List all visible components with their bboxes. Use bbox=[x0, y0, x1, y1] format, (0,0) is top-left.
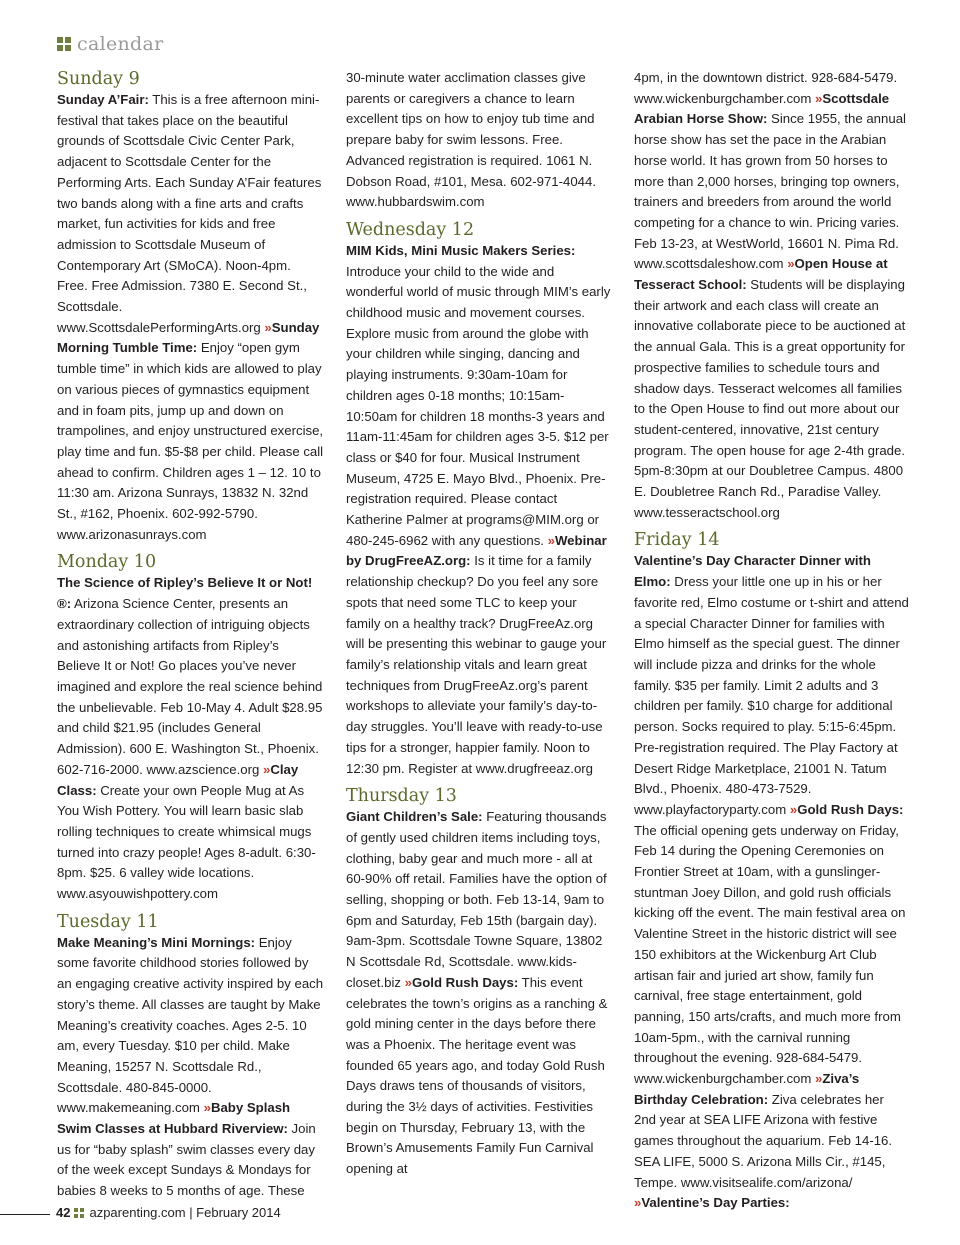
chevron-marker: » bbox=[263, 761, 271, 777]
event-paragraph bbox=[346, 68, 614, 213]
page-footer bbox=[0, 1204, 960, 1224]
event-description: Join us for “baby splash” swim classes every day of the week except Sundays & Mondays for babies 8 weeks to 5 months of age. These bbox=[57, 1121, 316, 1199]
event-title: Gold Rush Days: bbox=[411, 974, 519, 990]
event-title: Gold Rush Days: bbox=[797, 801, 904, 817]
event-description: Enjoy some favorite childhood stories followed by an engaging creative activity inspired by each story’s theme. All classes are taught by Make Meaning’s creativity coaches. Ages 2-5. 10 am, every Tuesday. $10 per child. Make Meaning, 15257 N. Scottsdale Rd., Scottsdale. 480-845-0000. www.makemeaning.com bbox=[57, 934, 324, 1116]
calendar-column-1 bbox=[57, 68, 325, 1202]
grid-squares-icon bbox=[57, 37, 71, 51]
event-description: Enjoy “open gym tumble time” in which kids are allowed to play on various pieces of gymnastics equipment and in foam pits, jump up and down on trampolines, and enjoy unstructured exercise, play time and fun. $5-$8 per child. Please call ahead to confirm. Children ages 1 – 12. 10 to 11:30 am. Arizona Sunrays, 13832 N. 32nd St., #162, Phoenix. 602-992-5790. www.arizonasunrays.com bbox=[57, 340, 324, 542]
event-paragraph bbox=[346, 807, 614, 1180]
event-description: Ziva celebrates her 2nd year at SEA LIFE Arizona with festive games throughout the aquarium. Feb 14-16. SEA LIFE, 5000 S. Arizona Mills Cir., #145, Tempe. www.visitsealife.com/arizona/ bbox=[634, 1091, 893, 1190]
event-description: Since 1955, the annual horse show has set the pace in the Arabian horse world. It has grown from 50 horses to more than 2,000 horses, bringing top owners, trainers and breeders from around the world competing for a chance to win. Pricing varies. Feb 13-23, at WestWorld, 16601 N. Pima Rd. www.scottsdaleshow.com bbox=[634, 111, 906, 272]
chevron-marker: » bbox=[815, 1071, 823, 1087]
day-heading: Wednesday 12 bbox=[346, 219, 475, 240]
day-heading: Tuesday 11 bbox=[57, 911, 159, 932]
event-paragraph bbox=[634, 68, 909, 523]
event-description: This is a free afternoon mini-festival that takes place on the beautiful grounds of Scottsdale Civic Center Park, adjacent to Scottsdale Center for the Performing Arts. Each Sunday A’Fair features two bands along with a fine arts and crafts market, fun activities for kids and free admission to Scottsdale Museum of Contemporary Art (SMoCA). Noon-4pm. Free. Free Admission. 7380 E. Second St., Scottsdale. www.ScottsdalePerformingArts.org bbox=[57, 92, 322, 335]
chevron-marker: » bbox=[404, 974, 412, 990]
chevron-marker: » bbox=[815, 90, 823, 106]
day-heading: Monday 10 bbox=[57, 552, 157, 573]
event-description: Dress your little one up in his or her favorite red, Elmo costume or t-shirt and attend a special Character Dinner for families with Elmo himself as the special guest. The dinner will include pizza and drinks for the whole family. $35 per family. Limit 2 adults and 3 children per family. $10 charge for additional person. Socks required to play. 5:15-6:45pm. Pre-registration required. The Play Factory at Desert Ridge Marketplace, 21001 N. Tatum Blvd., Phoenix. 480-473-7529. www.playfactoryparty.com bbox=[634, 574, 909, 817]
day-heading: Friday 14 bbox=[634, 530, 720, 551]
calendar-column-2 bbox=[346, 68, 614, 1180]
event-description: This event celebrates the town’s origins as a ranching & gold mining center in the days before there was a Phoenix. The heritage event was founded 65 years ago, and today Gold Rush Days draws tens of thousands of visitors, during the 3½ days of activities. Festivities begin on Thursday, February 13, with the Brown’s Amusements Family Fun Carnival opening at bbox=[346, 974, 608, 1177]
footer-site: azparenting.com | February 2014 bbox=[89, 1205, 281, 1220]
grid-squares-icon bbox=[74, 1208, 84, 1218]
event-paragraph bbox=[57, 933, 325, 1202]
event-paragraph bbox=[346, 241, 614, 779]
event-description: 4pm, in the downtown district. 928-684-5479. www.wickenburgchamber.com bbox=[634, 70, 898, 106]
event-title: Baby Splash Swim Classes at Hubbard Riverview: bbox=[57, 1100, 291, 1137]
event-title: Giant Children’s Sale: bbox=[346, 809, 483, 825]
chevron-marker: » bbox=[264, 319, 272, 335]
event-paragraph bbox=[57, 573, 325, 904]
event-title: Ziva’s Birthday Celebration: bbox=[634, 1071, 860, 1107]
day-heading: Sunday 9 bbox=[57, 69, 140, 89]
event-title: Sunday Morning Tumble Time: bbox=[57, 319, 320, 356]
day-heading: Thursday 13 bbox=[346, 786, 457, 807]
event-description: Featuring thousands of gently used children items including toys, clothing, baby gear and much more - all at 60-90% off retail. Families have the option of selling, shopping or both. Feb 13-14, 9am to 6pm and Saturday, Feb 15th (bargain day). 9am-3pm. Scottsdale Towne Square, 13802 N Scottsdale Rd, Scottsdale. www.kids-closet.biz bbox=[346, 809, 607, 990]
event-description: Introduce your child to the wide and wonderful world of music through MIM’s early childhood music and movement courses. Explore music from around the globe with your children while singing, dancing and playing instruments. 9:30am-10am for children ages 0-18 months; 10:15am-10:50am for children 18 months-3 years and 11am-11:45am for children ages 3-5. $12 per class or $40 for four. Musical Instrument Museum, 4725 E. Mayo Blvd., Phoenix. Pre-registration required. Please contact Katherine Palmer at programs@MIM.org or 480-245-6962 with any questions. bbox=[346, 263, 611, 548]
event-title: Valentine’s Day Parties: bbox=[641, 1195, 790, 1211]
event-title: The Science of Ripley’s Believe It or Not!®: bbox=[57, 575, 313, 612]
event-title: MIM Kids, Mini Music Makers Series: bbox=[346, 242, 576, 258]
chevron-marker: » bbox=[789, 801, 798, 817]
event-title: Sunday A’Fair: bbox=[57, 92, 149, 107]
chevron-marker: » bbox=[547, 532, 555, 548]
footer-rule bbox=[0, 1214, 50, 1215]
event-title: Valentine’s Day Character Dinner with Elmo: bbox=[634, 553, 871, 590]
section-title: calendar bbox=[77, 33, 164, 55]
event-title: Webinar by DrugFreeAZ.org: bbox=[346, 532, 607, 569]
event-description: The official opening gets underway on Friday, Feb 14 during the Opening Ceremonies on Frontier Street at 10am, with a gunslinger-stuntman Joey Dillon, and gold rush officials kicking off the event. The main festival area on Valentine Street in the historic district will see 150 exhibitors at the Wickenburg Art Club artisan fair and juried art show, family fun carnival, free stage entertainment, gold panning, 150 arts/crafts, and much more from 10am-5pm., with the carnival running throughout the evening. 928-684-5479. www.wickenburgchamber.com bbox=[634, 822, 906, 1087]
event-description: Create your own People Mug at As You Wish Pottery. You will learn basic slab rolling techniques to create whimsical mugs turned into crazy people! Ages 8-adult. 6:30- 8pm. $25. 6 valley wide locations. www.asyouwishpottery.com bbox=[57, 782, 316, 902]
page-number: 42 bbox=[56, 1205, 71, 1220]
event-description: Is it time for a family relationship checkup? Do you feel any sore spots that need some TLC to keep your family on a healthy track? DrugFreeAz.org will be presenting this webinar to gauge your family’s relationship vitals and learn great techniques from DrugFreeAz.org’s parent workshops to alleviate your family’s day-to-day struggles. You’ll leave with ready-to-use tips for a stronger, happier family. Noon to 12:30 pm. Register at www.drugfreeaz.org bbox=[346, 553, 607, 776]
chevron-marker: » bbox=[787, 256, 795, 272]
event-description: 30-minute water acclimation classes give parents or caregivers a chance to learn excellent tips on how to enjoy tub time and prepare baby for swim lessons. Free. Advanced registration is required. 1061 N. Dobson Road, #101, Mesa. 602-971-4044. www.hubbardswim.com bbox=[346, 70, 597, 210]
calendar-column-3 bbox=[634, 68, 909, 1214]
event-title: Make Meaning’s Mini Mornings: bbox=[57, 934, 256, 950]
event-description: Students will be displaying their artwork and each class will create an innovative collaborate piece to be auctioned at the annual Gala. This is a great opportunity for prospective families to schedule tours and shadow days. Tesseract welcomes all families to the Open House to find out more about our student-centered, innovative, 21st century program. The open house for age 2-4th grade. 5pm-8:30pm at our Doubletree Campus. 4800 E. Doubletree Ranch Rd., Paradise Valley. www.tesseractschool.org bbox=[634, 277, 906, 520]
event-title: Scottsdale Arabian Horse Show: bbox=[634, 90, 890, 127]
event-title: Open House at Tesseract School: bbox=[634, 256, 888, 293]
event-title: Clay Class: bbox=[57, 761, 299, 798]
event-paragraph bbox=[57, 90, 325, 545]
event-paragraph bbox=[634, 551, 909, 1214]
chevron-marker: » bbox=[634, 1195, 642, 1211]
event-description: Arizona Science Center, presents an extraordinary collection of intriguing objects and astonishing artifacts from Ripley’s Believe It or Not! Go places you’ve never imagined and explore the real science behind the unbelievable. Feb 10-May 4. Adult $28.95 and child $21.95 (includes General Admission). 600 E. Washington St., Phoenix. 602-716-2000. www.azscience.org bbox=[57, 596, 323, 777]
chevron-marker: » bbox=[203, 1100, 211, 1116]
calendar-header bbox=[57, 30, 164, 58]
